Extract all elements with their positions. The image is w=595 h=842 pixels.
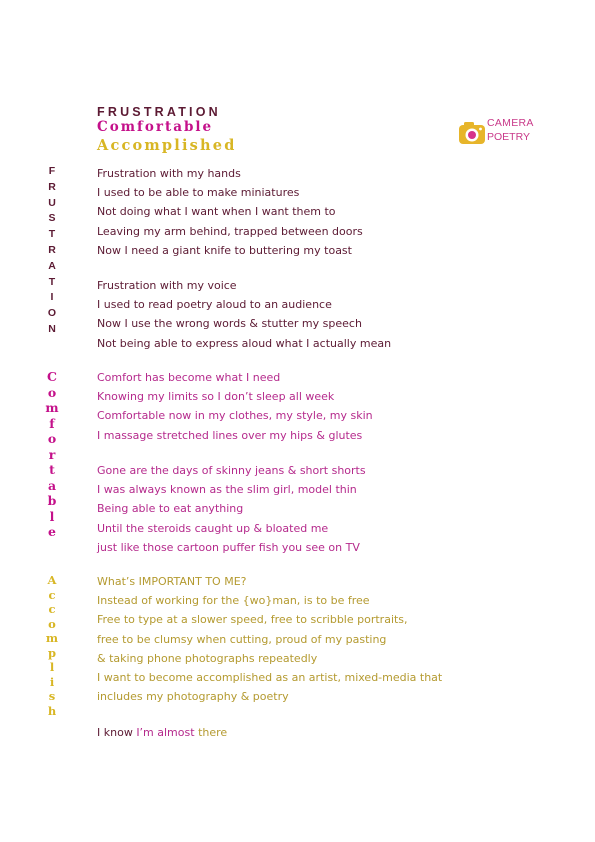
acrostic-letter: m (45, 400, 59, 415)
poem-line: Not doing what I want when I want them to (97, 205, 336, 219)
poem-line: I used to be able to make miniatures (97, 186, 300, 200)
acrostic-letter: A (47, 573, 57, 587)
poem-line: Instead of working for the {wo}man, is to be free (97, 594, 370, 608)
poem-line: Frustration with my hands (97, 167, 241, 180)
acrostic-letter: a (47, 477, 57, 493)
acrostic-letter: U (48, 196, 56, 209)
closing-line (97, 723, 227, 742)
poem-line: Comfort has become what I need (97, 371, 281, 384)
closing-part-1: I know (97, 726, 137, 739)
title-frustration: FRUSTRATION (97, 105, 221, 119)
acrostic-letter: l (49, 660, 55, 674)
acrostic-letter: I (50, 291, 54, 304)
poem-line: just like those cartoon puffer fish you see on TV (97, 540, 360, 554)
poem-line: I massage stretched lines over my hips & glutes (97, 428, 363, 442)
acrostic-letter: C (47, 369, 57, 384)
acrostic-letter: p (47, 645, 57, 660)
poem-line: What’s IMPORTANT TO ME? (97, 575, 247, 588)
acrostic-letter: R (48, 180, 56, 193)
acrostic-letter: T (48, 228, 56, 241)
acrostic-letter: o (48, 616, 56, 631)
poem-line: free to be clumsy when cutting, proud of my pasting (97, 632, 387, 646)
poem-line: Now I use the wrong words & stutter my speech (97, 317, 362, 331)
acrostic-letter: h (47, 703, 57, 718)
acrostic-letter: b (47, 493, 57, 508)
acrostic-letter: c (48, 587, 56, 602)
acrostic-letter: o (47, 431, 57, 446)
acrostic-letter: i (49, 674, 55, 689)
poem-line: Free to type at a slower speed, free to scribble portraits, (97, 613, 408, 627)
stanza-5 (97, 572, 442, 706)
acrostic-letter: T (48, 275, 56, 288)
acrostic-letter: s (48, 689, 56, 703)
poem-line: Gone are the days of skinny jeans & short shorts (97, 464, 366, 477)
acrostic-letter: o (47, 384, 57, 400)
poem-line: Knowing my limits so I don’t sleep all week (97, 390, 335, 404)
acrostic-letter: m (45, 631, 59, 645)
acrostic-letter: A (48, 259, 56, 272)
acrostic-letter: r (48, 446, 56, 462)
poem-line: Comfortable now in my clothes, my style, my skin (97, 409, 373, 423)
acrostic-letter: e (48, 524, 56, 539)
poem-line: & taking phone photographs repeatedly (97, 651, 318, 665)
stanza-4 (97, 461, 366, 557)
vertical-frustration (40, 166, 64, 340)
acrostic-letter: f (49, 415, 55, 431)
stanza-3 (97, 368, 373, 445)
title-comfortable: Comfortable (97, 119, 214, 135)
stanza-1 (97, 164, 363, 260)
poem-line: Now I need a giant knife to buttering my toast (97, 243, 352, 257)
poem-line: Leaving my arm behind, trapped between doors (97, 224, 363, 238)
logo-text-poetry: POETRY (487, 131, 530, 143)
poem-line: I want to become accomplished as an artist, mixed-media that (97, 671, 443, 685)
logo-text-camera: CAMERA (487, 117, 534, 129)
camera-icon (458, 119, 486, 147)
acrostic-letter: S (48, 212, 56, 225)
stanza-2 (97, 276, 391, 353)
acrostic-letter: c (48, 602, 56, 616)
acrostic-letter: l (49, 508, 55, 524)
poem-line: Not being able to express aloud what I actually mean (97, 336, 392, 350)
vertical-comfortable (40, 371, 64, 542)
acrostic-letter: N (48, 322, 56, 335)
closing-part-2: I’m almost (136, 726, 199, 739)
camera-poetry-logo (458, 116, 534, 150)
poem-line: Until the steroids caught up & bloated me (97, 521, 329, 535)
poem-line: I used to read poetry aloud to an audience (97, 298, 332, 312)
poem-line: includes my photography & poetry (97, 690, 289, 704)
title-accomplished: Accomplished (97, 137, 237, 154)
acrostic-letter: F (48, 165, 56, 177)
poem-line: Being able to eat anything (97, 502, 244, 516)
closing-part-3: there (198, 726, 228, 739)
acrostic-letter: t (49, 462, 55, 477)
acrostic-letter: R (48, 243, 56, 256)
acrostic-letter: O (47, 307, 57, 320)
poem-line: Frustration with my voice (97, 279, 237, 292)
poem-line: I was always known as the slim girl, model thin (97, 483, 357, 497)
vertical-accomplish (40, 575, 64, 720)
